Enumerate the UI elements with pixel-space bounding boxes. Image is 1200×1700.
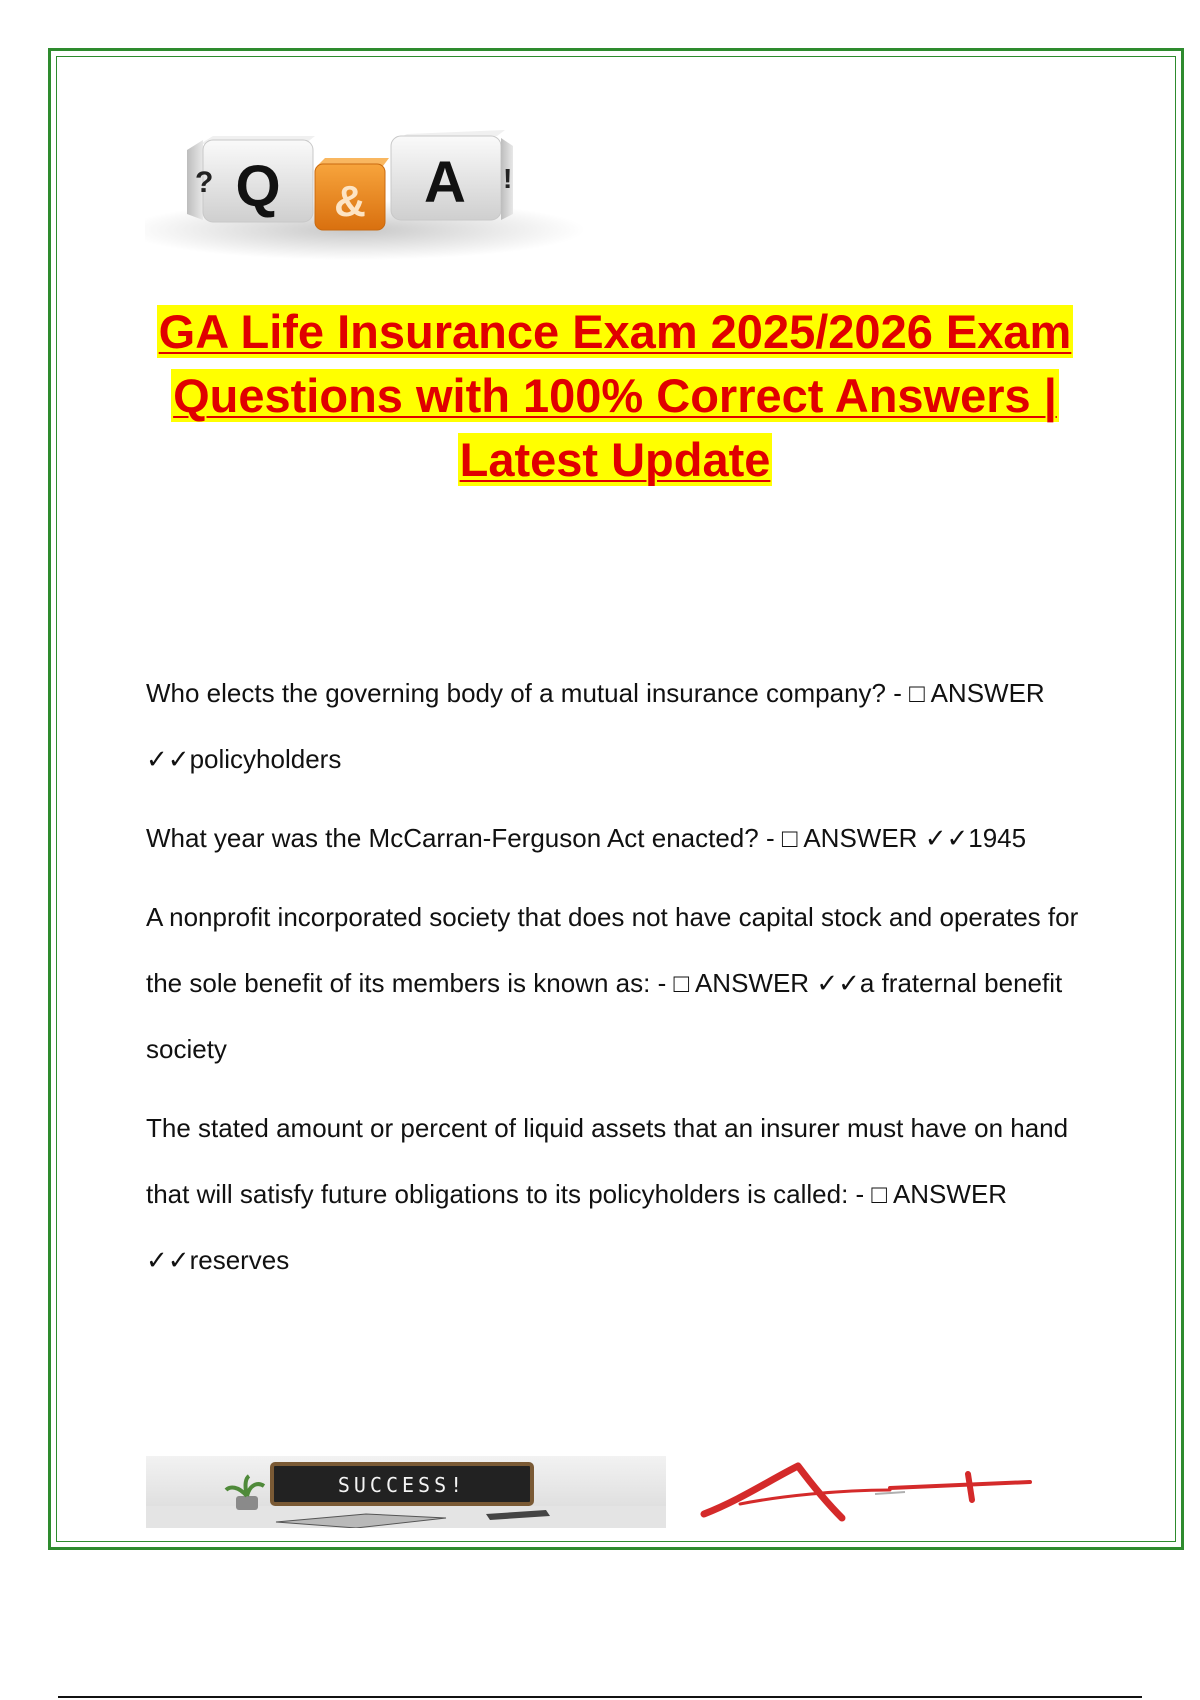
answer-text: ANSWER ✓✓reserves xyxy=(146,1179,1008,1275)
blackboard-text: SUCCESS! xyxy=(337,1473,467,1497)
cube-ampersand-letter: & xyxy=(334,177,366,226)
qa-item xyxy=(146,660,1106,792)
cube-ampersand xyxy=(315,158,389,230)
cube-a xyxy=(391,130,513,220)
question-text: Who elects the governing body of a mutual insurance company? - □ xyxy=(146,678,925,708)
answer-text: ANSWER ✓✓policyholders xyxy=(146,678,1045,774)
title-line-2: Questions with 100% Correct Answers | xyxy=(173,369,1057,422)
question-text: What year was the McCarran-Ferguson Act enacted? - □ ANSWER xyxy=(146,823,918,853)
footer-rule xyxy=(58,1696,1142,1698)
qa-item xyxy=(146,1095,1106,1293)
answer-text: ✓✓1945 xyxy=(924,823,1027,853)
qa-item xyxy=(146,805,1106,871)
qa-dice-logo xyxy=(145,130,605,270)
qa-list xyxy=(146,660,1106,1306)
title-line-1: GA Life Insurance Exam 2025/2026 Exam xyxy=(158,305,1072,358)
qa-item xyxy=(146,884,1106,1082)
question-text: A nonprofit incorporated society that does not have capital stock and operates for the sole benefit of its members is known as: - □ ANSWER xyxy=(146,902,1079,998)
answer-text: ✓✓a fraternal benefit society xyxy=(146,968,1063,1064)
question-text: The stated amount or percent of liquid assets that an insurer must have on hand that will satisfy future obligations to its policyholders is called: - □ xyxy=(146,1113,1069,1209)
cube-q xyxy=(187,136,315,222)
document-title xyxy=(130,300,1100,492)
a-plus-grade-mark xyxy=(700,1460,1040,1530)
blackboard xyxy=(272,1464,532,1504)
svg-text:!: ! xyxy=(503,163,513,194)
success-desk-image xyxy=(146,1456,666,1528)
title-line-3: Latest Update xyxy=(459,433,771,486)
svg-text:?: ? xyxy=(195,166,214,199)
cube-a-letter: A xyxy=(424,150,466,215)
cube-q-letter: Q xyxy=(235,154,281,219)
